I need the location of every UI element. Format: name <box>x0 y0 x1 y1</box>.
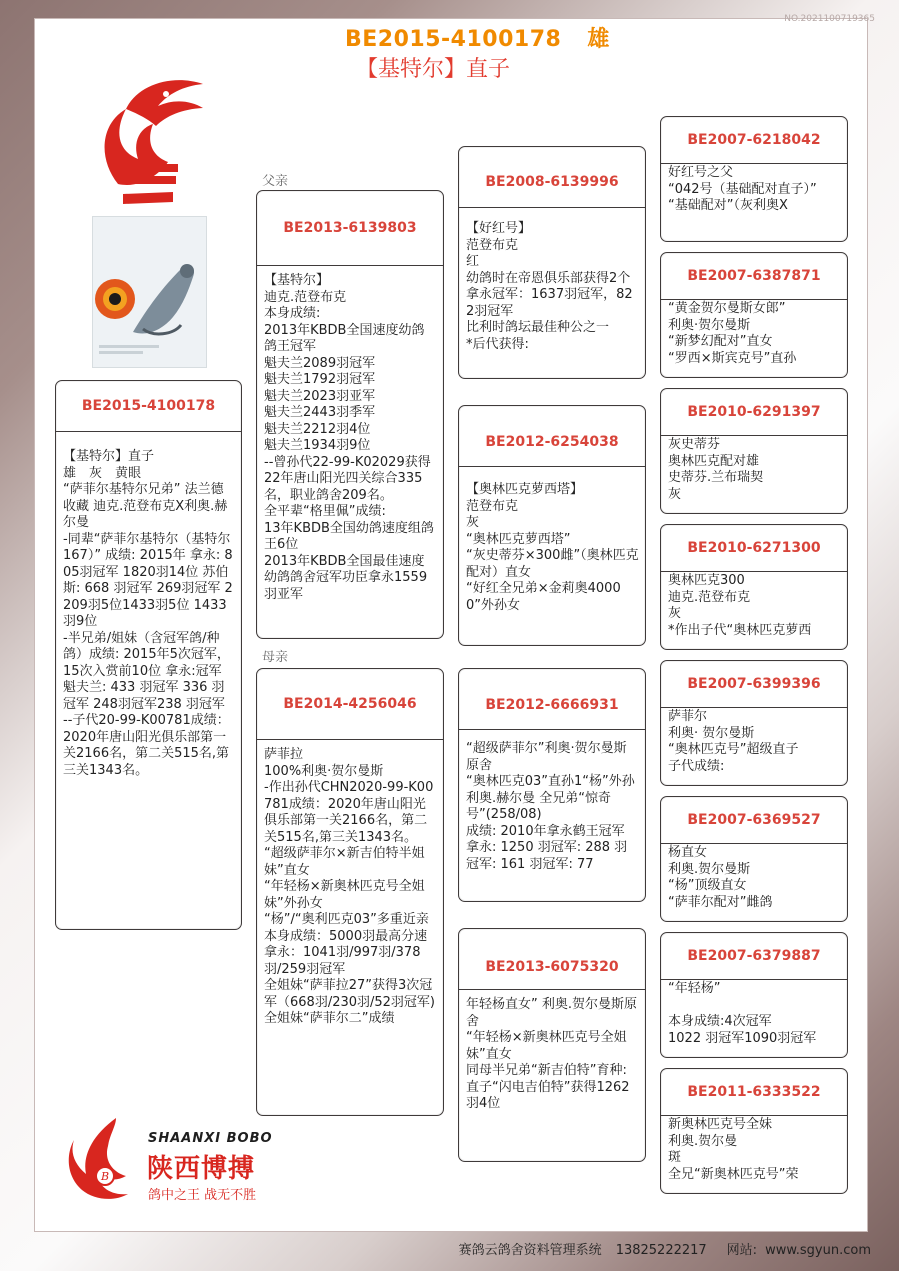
ggp-card-3[interactable] <box>660 388 848 514</box>
ggp-card-5[interactable] <box>660 660 848 786</box>
ff-text: 【好红号】 范登布克 红 幼鸽时在帝恩俱乐部获得2个拿永冠军：1637羽冠军，822羽冠军 比利时鸽坛最佳种公之一 *后代获得: <box>466 221 633 352</box>
mm-text: 年轻杨直女” 利奥.贺尔曼斯原舍 “年轻杨×新奥林匹克号全姐妹”直女 同母半兄弟“新吉伯特”育种: 直子“闪电吉伯特”获得1262羽4位 <box>466 997 637 1111</box>
mm-ring: BE2013-6075320 <box>485 959 619 975</box>
divider <box>661 979 847 980</box>
doc-number: NO.2021100719365 <box>784 14 875 24</box>
father-label: 父亲 <box>262 174 289 189</box>
ggp-card-4[interactable] <box>660 524 848 650</box>
ggp-ring-2: BE2007-6387871 <box>687 268 821 284</box>
footer <box>459 1239 871 1258</box>
title-sex: 雄 <box>587 27 610 52</box>
brand-name-en: SHAANXI BOBO <box>148 1131 273 1146</box>
ggp-text-8: 新奥林匹克号全妹 利奥.贺尔曼 斑 全兄“新奥林匹克号”荣 <box>668 1117 799 1182</box>
ggp-text-2: “黄金贺尔曼斯女郎” 利奥·贺尔曼斯 “新梦幻配对”直女 “罗西×斯宾克号”直孙 <box>668 301 797 366</box>
ggp-ring-1: BE2007-6218042 <box>687 132 821 148</box>
divider <box>661 435 847 436</box>
ggp-text-3: 灰史蒂芬 奥林匹克配对雄 史蒂芬.兰布瑞契 灰 <box>668 437 764 502</box>
page-title <box>345 22 610 53</box>
ggp-card-2[interactable] <box>660 252 848 378</box>
maternal-grandsire-card[interactable] <box>458 668 646 902</box>
ggp-text-7: “年轻杨” 本身成绩:4次冠军 1022 羽冠军1090羽冠军 <box>668 981 817 1046</box>
divider <box>661 571 847 572</box>
ggp-card-8[interactable] <box>660 1068 848 1194</box>
pigeon-photo <box>92 216 207 368</box>
divider <box>257 739 443 740</box>
mother-card[interactable] <box>256 668 444 1116</box>
title-ring: BE2015-4100178 <box>345 27 562 52</box>
ggp-text-5: 萨菲尔 利奥· 贺尔曼斯 “奥林匹克号”超级直子 子代成绩: <box>668 709 799 774</box>
brand-slogan: 鸽中之王 战无不胜 <box>148 1188 257 1203</box>
ggp-text-1: 好红号之父 “042号（基础配对直子）” “基础配对”（灰利奥X <box>668 165 817 213</box>
subject-card[interactable] <box>55 380 242 930</box>
mother-ring: BE2014-4256046 <box>283 696 417 712</box>
phoenix-logo <box>78 64 218 214</box>
brand-name-cn: 陕西博搏 <box>147 1154 256 1184</box>
ff-ring: BE2008-6139996 <box>485 174 619 190</box>
subject-text: 【基特尔】直子 雄 灰 黄眼 “萨菲尔基特尔兄弟” 法兰德收藏 迪克.范登布克X利奥.赫尔曼 -同辈“萨菲尔基特尔（基特尔167）” 成绩: 2015年 拿永: 805羽冠军 1820羽14位 苏伯斯: 668 羽冠军 269羽冠军 2209羽5位1433羽5位 1433羽9位 -半兄弟/姐妹（含冠军鸽/种鸽）成绩: 2015年5次冠军，15次入赏前10位 拿永:冠军 魁夫兰: 433 羽冠军 336 羽冠军 248羽冠军238 羽冠军 --子代20-99-K00781成绩：2020年唐山阳光俱乐部第一关2166名，第二关515名,第三关1343名。 <box>63 449 233 778</box>
subject-ring: BE2015-4100178 <box>81 398 216 414</box>
paternal-granddam-card[interactable] <box>458 405 646 646</box>
divider <box>56 431 241 432</box>
ggp-ring-6: BE2007-6369527 <box>687 812 821 828</box>
fm-text: 【奥林匹克萝西塔】 范登布克 灰 “奥林匹克萝西塔” “灰史蒂芬×300雌”（奥林匹克配对）直女 “好红全兄弟×金莉奥40000”外孙女 <box>466 482 639 613</box>
divider <box>459 466 645 467</box>
father-ring: BE2013-6139803 <box>283 220 417 236</box>
mf-ring: BE2012-6666931 <box>485 697 619 713</box>
ggp-ring-5: BE2007-6399396 <box>687 676 821 692</box>
footer-site-label: 网站: <box>726 1243 758 1258</box>
brand-logo-icon <box>64 1114 146 1206</box>
divider <box>661 843 847 844</box>
divider <box>661 163 847 164</box>
father-card[interactable] <box>256 190 444 639</box>
page-subtitle: 【基特尔】直子 <box>356 57 511 82</box>
divider <box>661 707 847 708</box>
fm-ring: BE2012-6254038 <box>485 434 619 450</box>
footer-system: 赛鸽云鸽舍资料管理系统 <box>458 1243 602 1258</box>
mf-text: “超级萨菲尔”利奥·贺尔曼斯原舍 “奥林匹克03”直孙1“杨”外孙 利奥.赫尔曼 全兄弟“惊奇号”(258/08) 成绩: 2010年拿永鹤王冠军 拿永: 1250 羽冠军: 288 羽冠军: 161 羽冠军: 77 <box>466 741 635 872</box>
divider <box>459 989 645 990</box>
ggp-text-4: 奥林匹克300 迪克.范登布克 灰 *作出子代“奥林匹克萝西 <box>668 573 812 638</box>
divider <box>257 265 443 266</box>
ggp-card-6[interactable] <box>660 796 848 922</box>
mother-text: 萨菲拉 100%利奥·贺尔曼斯 -作出孙代CHN2020-99-K00781成绩：2020年唐山阳光俱乐部第一关2166名，第二关515名,第三关1343名。 “超级萨菲尔×新吉伯特半姐妹”直女 “年轻杨×新奥林匹克号全姐妹”外孙女 “杨”/“奥利匹克03”多重近亲 本身成绩：5000羽最高分速 拿永：1041羽/997羽/378羽/259羽冠军 全姐妹“萨菲拉27”获得3次冠军（668羽/230羽/52羽冠军) 全姐妹“萨菲尔二”成绩 <box>264 747 435 1026</box>
ggp-ring-4: BE2010-6271300 <box>687 540 821 556</box>
paternal-grandsire-card[interactable] <box>458 146 646 379</box>
divider <box>661 299 847 300</box>
maternal-granddam-card[interactable] <box>458 928 646 1162</box>
father-text: 【基特尔】 迪克.范登布克 本身成绩: 2013年KBDB全国速度幼鸽鸽王冠军 魁夫兰2089羽冠军 魁夫兰1792羽冠军 魁夫兰2023羽亚军 魁夫兰2443羽季军 魁夫兰2212羽4位 魁夫兰1934羽9位 --曾孙代22-99-K02029获得22年唐山阳光四关综合335名，职业鸽舍209名。 全平辈“格里佩”成绩: 13年KBDB全国幼鸽速度组鸽王6位 2013年KBDB全国最佳速度幼鸽鸽舍冠军功臣拿永1559羽亚军 <box>264 273 434 602</box>
ggp-ring-3: BE2010-6291397 <box>687 404 821 420</box>
ggp-ring-8: BE2011-6333522 <box>687 1084 821 1100</box>
ggp-card-1[interactable] <box>660 116 848 242</box>
divider <box>459 729 645 730</box>
ggp-ring-7: BE2007-6379887 <box>687 948 821 964</box>
footer-site-link[interactable]: www.sgyun.com <box>765 1243 871 1258</box>
svg-text:B: B <box>100 1170 110 1183</box>
footer-phone: 13825222217 <box>615 1243 707 1258</box>
divider <box>459 207 645 208</box>
ggp-card-7[interactable] <box>660 932 848 1058</box>
ggp-text-6: 杨直女 利奥.贺尔曼斯 “杨”顶级直女 “萨菲尔配对”雌鸽 <box>668 845 773 910</box>
divider <box>661 1115 847 1116</box>
mother-label: 母亲 <box>262 650 289 665</box>
